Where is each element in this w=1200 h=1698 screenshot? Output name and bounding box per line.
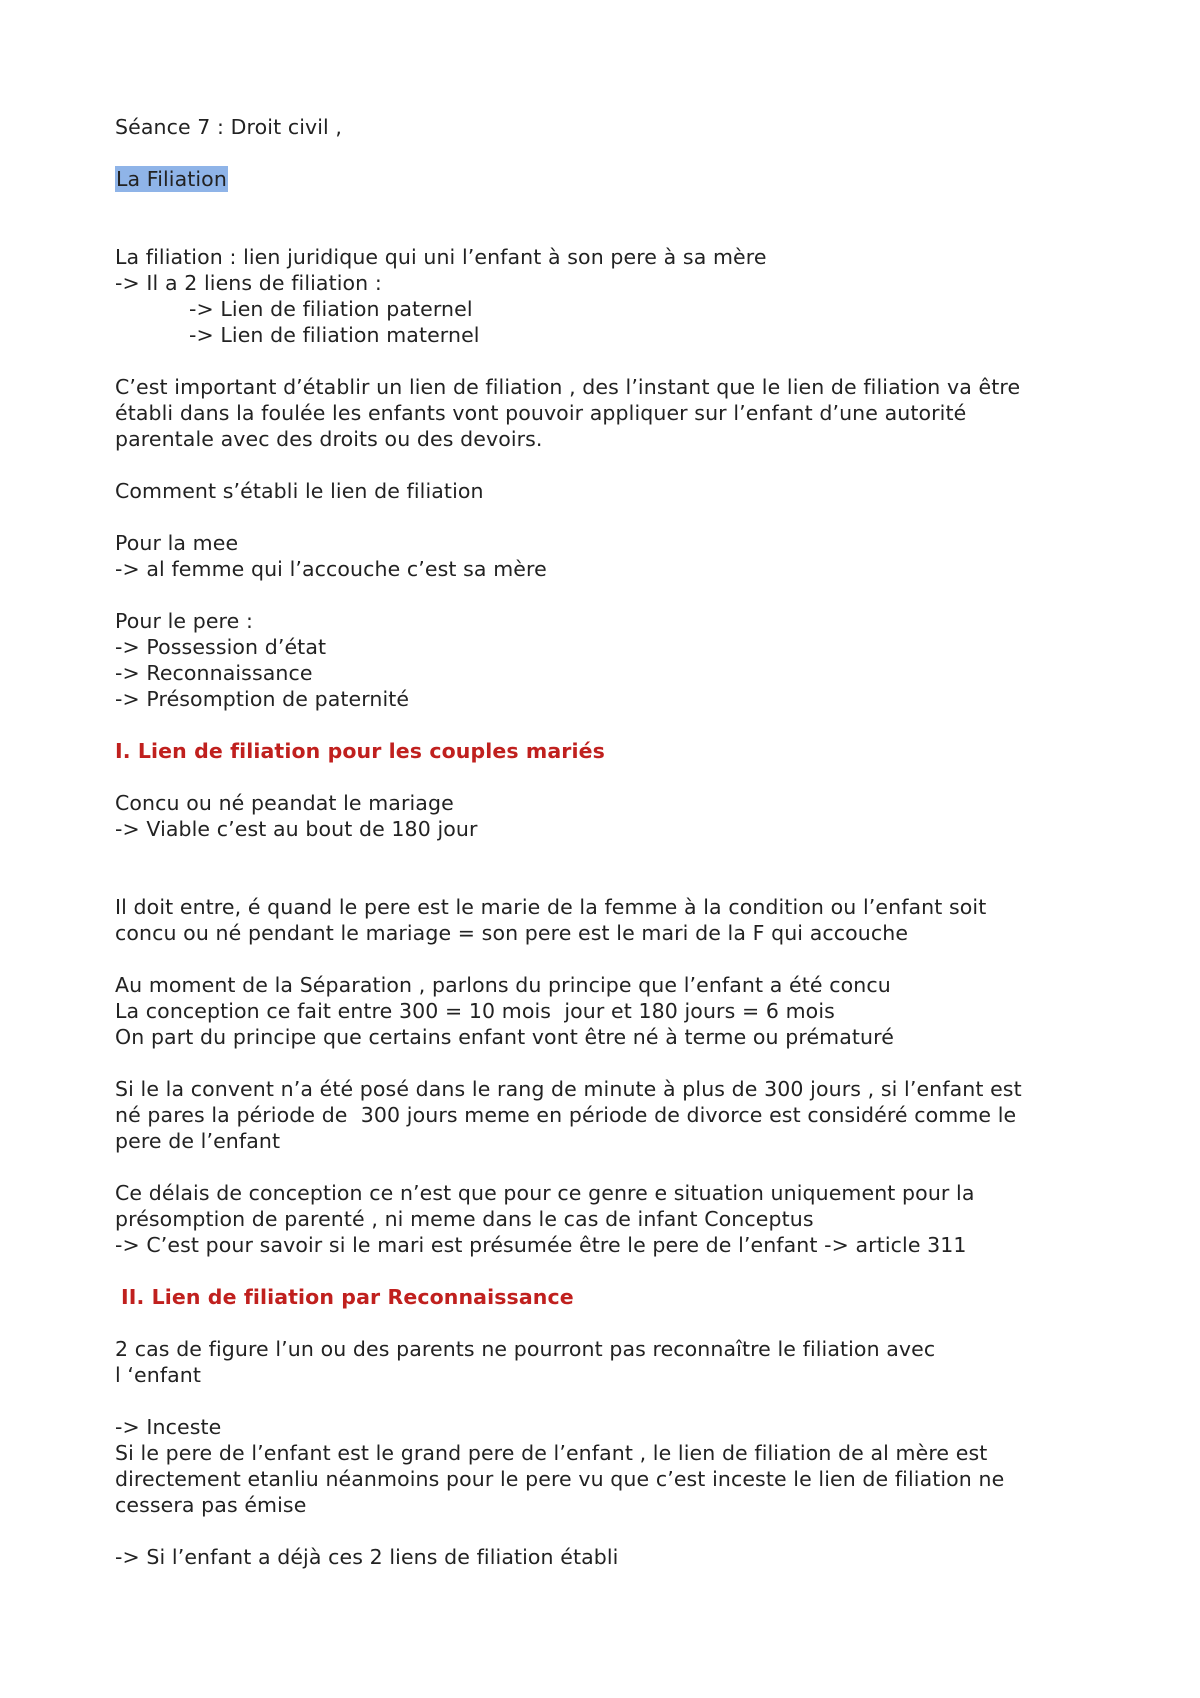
- paragraph-line: C’est important d’établir un lien de filiation , des l’instant que le lien de filiation va être: [115, 375, 1021, 399]
- section1-line: La conception ce fait entre 300 = 10 mois jour et 180 jours = 6 mois: [115, 999, 835, 1023]
- pere-line: -> Présomption de paternité: [115, 687, 410, 711]
- section1-line: -> C’est pour savoir si le mari est présumée être le pere de l’enfant -> article 311: [115, 1233, 967, 1257]
- paragraph-line: parentale avec des droits ou des devoirs.: [115, 427, 543, 451]
- section1-line: concu ou né pendant le mariage = son pere est le mari de la F qui accouche: [115, 921, 909, 945]
- section2-line: Si le pere de l’enfant est le grand pere de l’enfant , le lien de filiation de al mère est: [115, 1441, 988, 1465]
- mere-line: Pour la mee: [115, 531, 239, 555]
- section1-line: -> Viable c’est au bout de 180 jour: [115, 817, 478, 841]
- section1-line: Ce délais de conception ce n’est que pour ce genre e situation uniquement pour la: [115, 1181, 975, 1205]
- section2-line: cessera pas émise: [115, 1493, 307, 1517]
- intro-sub-line: -> Lien de filiation paternel: [189, 297, 473, 321]
- section-heading-2: II. Lien de filiation par Reconnaissance: [121, 1285, 574, 1309]
- highlighted-subtitle: La Filiation: [116, 167, 227, 191]
- section1-line: Si le la convent n’a été posé dans le rang de minute à plus de 300 jours , si l’enfant est: [115, 1077, 1022, 1101]
- section2-line: 2 cas de figure l’un ou des parents ne pourront pas reconnaître le filiation avec: [115, 1337, 936, 1361]
- pere-line: Pour le pere :: [115, 609, 253, 633]
- intro-line: La filiation : lien juridique qui uni l’enfant à son pere à sa mère: [115, 245, 767, 269]
- intro-sub-line: -> Lien de filiation maternel: [189, 323, 480, 347]
- section2-line: -> Inceste: [115, 1415, 222, 1439]
- section1-line: présomption de parenté , ni meme dans le cas de infant Conceptus: [115, 1207, 814, 1231]
- pere-line: -> Possession d’état: [115, 635, 327, 659]
- section1-line: né pares la période de 300 jours meme en période de divorce est considéré comme le: [115, 1103, 1017, 1127]
- section1-line: pere de l’enfant: [115, 1129, 281, 1153]
- section2-line: directement etanliu néanmoins pour le pere vu que c’est inceste le lien de filiation ne: [115, 1467, 1005, 1491]
- question-line: Comment s’établi le lien de filiation: [115, 479, 484, 503]
- document-title: Séance 7 : Droit civil ,: [115, 115, 343, 139]
- section1-line: Il doit entre, é quand le pere est le marie de la femme à la condition ou l’enfant soit: [115, 895, 987, 919]
- document-subtitle: [115, 166, 1125, 192]
- mere-line: -> al femme qui l’accouche c’est sa mère: [115, 557, 547, 581]
- document-page: [115, 114, 1125, 1570]
- section2-line: l ‘enfant: [115, 1363, 202, 1387]
- section1-line: Au moment de la Séparation , parlons du principe que l’enfant a été concu: [115, 973, 891, 997]
- section1-line: On part du principe que certains enfant vont être né à terme ou prématuré: [115, 1025, 894, 1049]
- intro-line: -> Il a 2 liens de filiation :: [115, 271, 382, 295]
- section2-line: -> Si l’enfant a déjà ces 2 liens de filiation établi: [115, 1545, 619, 1569]
- section-heading-1: I. Lien de filiation pour les couples mariés: [115, 739, 605, 763]
- section1-line: Concu ou né peandat le mariage: [115, 791, 454, 815]
- paragraph-line: établi dans la foulée les enfants vont pouvoir appliquer sur l’enfant d’une autorité: [115, 401, 967, 425]
- pere-line: -> Reconnaissance: [115, 661, 313, 685]
